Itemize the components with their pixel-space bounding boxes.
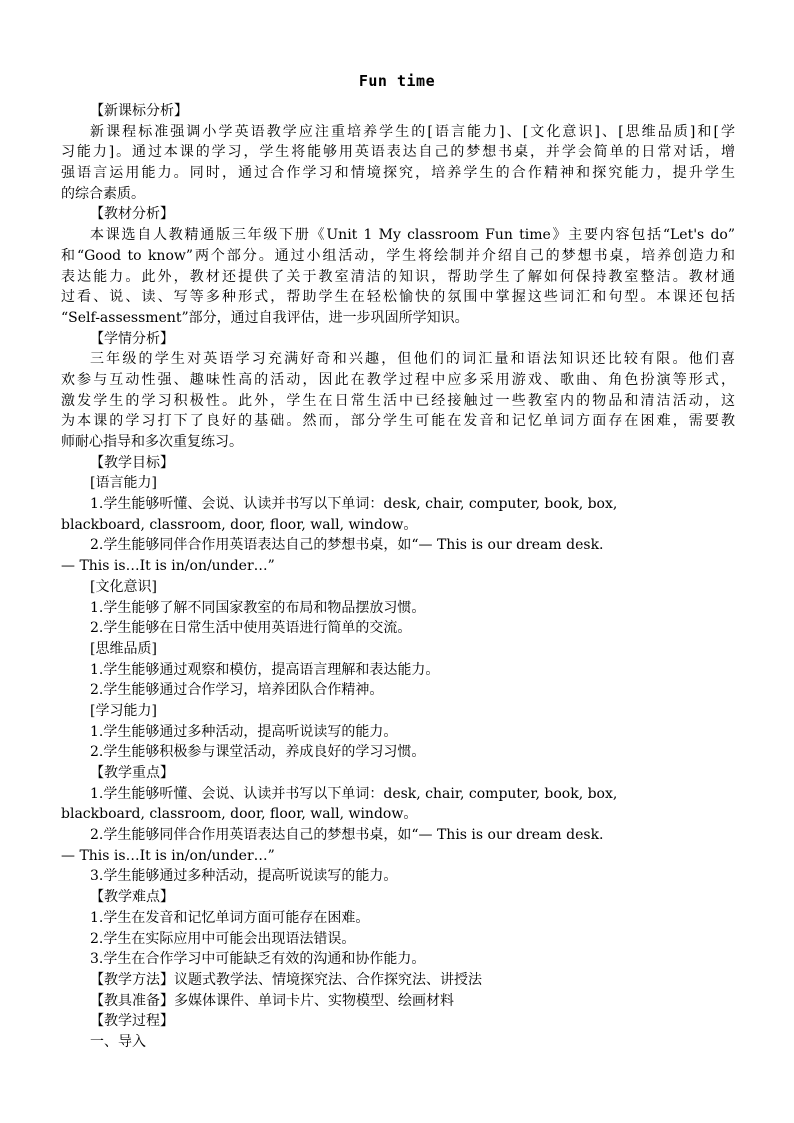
text-line: 过看、说、读、写等多种形式，帮助学生在轻松愉快的氛围中掌握这些词汇和句型。本课还包括 — [61, 289, 735, 306]
text-line: 1.学生在发音和记忆单词方面可能存在困难。 — [90, 909, 370, 926]
text-line: 习能力]。通过本课的学习，学生将能够用英语表达自己的梦想书桌，并学会简单的日常对话，增 — [61, 144, 735, 161]
text-line: — This is…It is in/on/under…” — [61, 847, 275, 864]
text-line: 【教具准备】多媒体课件、单词卡片、实物模型、绘画材料 — [90, 992, 454, 1009]
text-line: 激发学生的学习积极性。此外，学生在日常生活中已经接触过一些教室内的物品和清洁活动，这 — [61, 392, 735, 409]
text-line: 1.学生能够听懂、会说、认读并书写以下单词：desk, chair, computer, book, box, — [90, 785, 618, 802]
text-line: 1.学生能够听懂、会说、认读并书写以下单词：desk, chair, computer, book, box, — [90, 496, 618, 513]
text-line: [学习能力] — [90, 702, 157, 719]
text-line: 1.学生能够通过多种活动，提高听说读写的能力。 — [90, 723, 398, 740]
text-line: “Self-assessment”部分，通过自我评估，进一步巩固所学知识。 — [61, 309, 469, 326]
text-line: 【教学难点】 — [90, 889, 174, 906]
text-line: 师耐心指导和多次重复练习。 — [61, 434, 243, 450]
text-line: 【新课标分析】 — [90, 103, 188, 119]
text-line: 一、导入 — [90, 1033, 146, 1050]
text-line: 【教学方法】议题式教学法、情境探究法、合作探究法、讲授法 — [90, 971, 482, 988]
text-line: 1.学生能够了解不同国家教室的布局和物品摆放习惯。 — [90, 599, 426, 616]
text-line: 三年级的学生对英语学习充满好奇和兴趣，但他们的词汇量和语法知识还比较有限。他们喜 — [90, 351, 735, 368]
text-line: 1.学生能够通过观察和模仿，提高语言理解和表达能力。 — [90, 661, 440, 678]
text-line: 和“Good to know”两个部分。通过小组活动，学生将绘制并介绍自己的梦想书桌，培养创造力和 — [61, 247, 735, 264]
page-title: Fun time — [358, 72, 436, 90]
text-line: 2.学生能够积极参与课堂活动，养成良好的学习习惯。 — [90, 744, 426, 761]
text-line: 【学情分析】 — [90, 330, 174, 347]
text-line: 2.学生在实际应用中可能会出现语法错误。 — [90, 930, 356, 947]
text-line: 3.学生在合作学习中可能缺乏有效的沟通和协作能力。 — [90, 951, 426, 968]
text-line: 【教学目标】 — [90, 454, 174, 471]
text-line: 2.学生能够同伴合作用英语表达自己的梦想书桌，如“— This is our dream desk. — [90, 537, 604, 554]
text-line: blackboard, classroom, door, floor, wall, window。 — [61, 516, 418, 533]
text-line: 表达能力。此外，教材还提供了关于教室清洁的知识，帮助学生了解如何保持教室整洁。教材通 — [61, 268, 735, 285]
text-line: 2.学生能够在日常生活中使用英语进行简单的交流。 — [90, 620, 412, 637]
text-line: 强语言运用能力。同时，通过合作学习和情境探究，培养学生的合作精神和探究能力，提升学生 — [61, 165, 735, 182]
text-line: 本课选自人教精通版三年级下册《Unit 1 My classroom Fun time》主要内容包括“Let's do” — [90, 227, 735, 244]
text-line: 【教学重点】 — [90, 765, 174, 781]
text-line: 新课程标准强调小学英语教学应注重培养学生的[语言能力]、[文化意识]、[思维品质]和[学 — [90, 123, 735, 140]
text-line: 为本课的学习打下了良好的基础。然而，部分学生可能在发音和记忆单词方面存在困难，需要教 — [61, 413, 735, 430]
text-line: — This is…It is in/on/under…” — [61, 558, 275, 575]
text-line: 【教材分析】 — [90, 206, 174, 223]
document-body — [61, 101, 735, 1053]
text-line: [文化意识] — [90, 578, 157, 595]
text-line: 2.学生能够通过合作学习，培养团队合作精神。 — [90, 682, 384, 699]
text-line: [思维品质] — [90, 640, 157, 657]
text-line: 【教学过程】 — [90, 1013, 174, 1030]
text-line: 3.学生能够通过多种活动，提高听说读写的能力。 — [90, 868, 398, 885]
text-line: 2.学生能够同伴合作用英语表达自己的梦想书桌，如“— This is our dream desk. — [90, 827, 604, 844]
text-line: 欢参与互动性强、趣味性高的活动，因此在教学过程中应多采用游戏、歌曲、角色扮演等形式， — [61, 371, 735, 388]
text-line: 的综合素质。 — [61, 185, 145, 202]
text-line: [语言能力] — [90, 475, 157, 492]
text-line: blackboard, classroom, door, floor, wall, window。 — [61, 806, 418, 823]
